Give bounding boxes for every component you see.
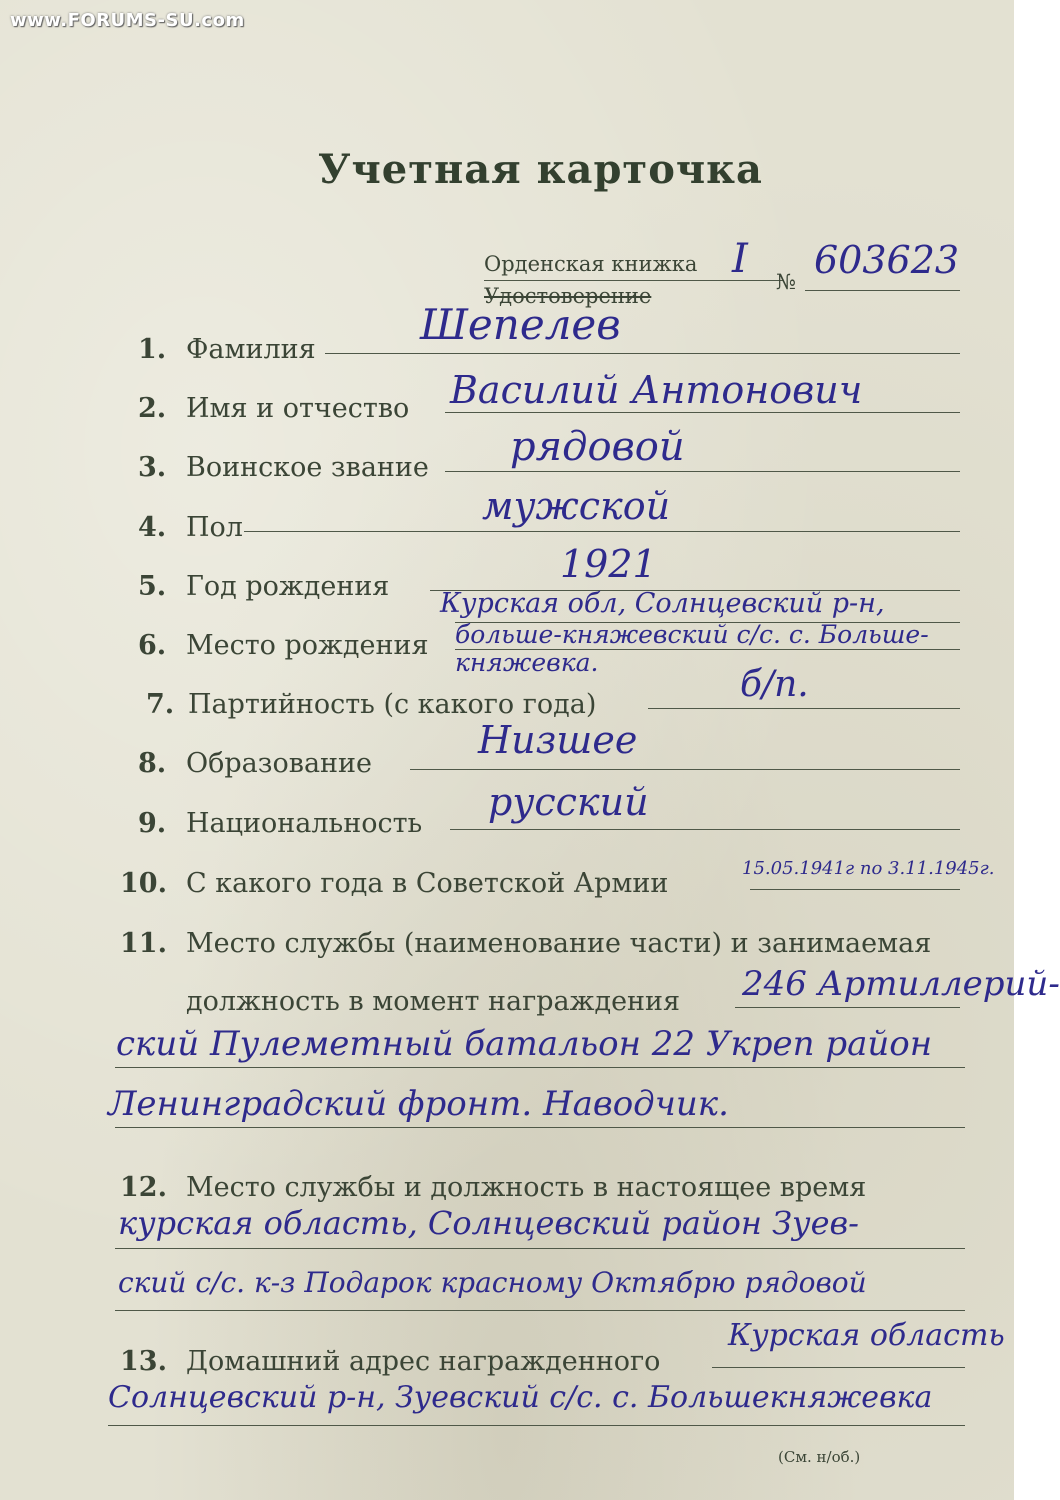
field-12-number: 12.: [120, 1172, 167, 1203]
field-8-label: Образование: [186, 748, 373, 779]
field-7-line: [648, 708, 960, 709]
field-2-label: Имя и отчество: [186, 393, 410, 424]
field-3-line: [445, 471, 960, 472]
field-6-number: 6.: [138, 630, 167, 661]
field-2-value: Василий Антонович: [450, 368, 863, 412]
order-book-number: 603623: [814, 238, 960, 282]
field-5-value: 1921: [560, 542, 657, 586]
card-title: Учетная карточка: [318, 146, 763, 193]
field-9-number: 9.: [138, 808, 167, 839]
field-11-value-line-3: Ленинградский фронт. Наводчик.: [108, 1084, 729, 1124]
field-13-label: Домашний адрес награжденного: [186, 1346, 661, 1377]
field-2-number: 2.: [138, 393, 167, 424]
number-sign: №: [776, 270, 796, 294]
field-11-label-line-2: должность в момент награждения: [186, 986, 681, 1017]
field-4-label: Пол: [186, 512, 243, 543]
watermark: www.FORUMS-SU.com: [10, 10, 245, 31]
field-6-value-line-2: больше-княжевский с/с. с. Больше-: [455, 620, 929, 649]
field-13-value-line-2: Солнцевский р-н, Зуевский с/с. с. Большекняжевка: [108, 1380, 933, 1415]
field-4-value: мужской: [482, 484, 671, 528]
field-11-line-1: [735, 1007, 960, 1008]
field-5-number: 5.: [138, 571, 167, 602]
field-3-number: 3.: [138, 452, 167, 483]
field-6-label: Место рождения: [186, 630, 429, 661]
field-9-value: русский: [488, 780, 649, 824]
field-12-line-1: [115, 1248, 965, 1249]
field-11-number: 11.: [120, 928, 167, 959]
field-9-line: [450, 829, 960, 830]
field-10-line: [750, 889, 960, 890]
field-12-value-line-2: ский с/с. к-з Подарок красному Октябрю рядовой: [118, 1266, 867, 1299]
field-9-label: Национальность: [186, 808, 423, 839]
field-10-label: С какого года в Советской Армии: [186, 868, 669, 899]
field-7-label: Партийность (с какого года): [188, 689, 597, 720]
field-13-number: 13.: [120, 1346, 167, 1377]
field-4-line: [244, 531, 960, 532]
field-4-number: 4.: [138, 512, 167, 543]
field-6-value-line-3: княжевка.: [455, 648, 599, 677]
field-3-label: Воинское звание: [186, 452, 429, 483]
order-book-series: I: [732, 236, 748, 282]
field-12-value-line-1: курская область, Солнцевский район Зуев-: [118, 1204, 859, 1242]
field-11-line-2: [115, 1067, 965, 1068]
footer-note: (См. н/об.): [778, 1448, 861, 1466]
field-6-value-line-1: Курская обл, Солнцевский р-н,: [440, 588, 885, 619]
field-11-line-3: [115, 1127, 965, 1128]
field-5-label: Год рождения: [186, 571, 390, 602]
field-13-value-line-1: Курская область: [728, 1318, 1005, 1353]
field-1-line: [325, 353, 960, 354]
number-underline: [805, 290, 960, 291]
field-10-number: 10.: [120, 868, 167, 899]
order-book-label: Орденская книжка: [484, 252, 698, 276]
field-8-number: 8.: [138, 748, 167, 779]
field-11-label-line-1: Место службы (наименование части) и занимаемая: [186, 928, 932, 959]
field-13-line-1: [712, 1367, 965, 1368]
field-1-label: Фамилия: [186, 334, 316, 365]
field-2-line: [445, 412, 960, 413]
field-8-value: Низшее: [478, 718, 638, 762]
field-13-line-2: [108, 1425, 965, 1426]
field-11-value-line-2: ский Пулеметный батальон 22 Укреп район: [116, 1024, 933, 1064]
certificate-crossed-label: Удостоверение: [484, 284, 652, 308]
field-10-value: 15.05.1941г по 3.11.1945г.: [742, 858, 995, 879]
field-3-value: рядовой: [510, 424, 685, 470]
field-8-line: [410, 769, 960, 770]
field-7-number: 7.: [146, 689, 175, 720]
field-12-line-2: [115, 1310, 965, 1311]
field-7-value: б/п.: [740, 664, 809, 705]
field-1-number: 1.: [138, 334, 167, 365]
field-12-label: Место службы и должность в настоящее время: [186, 1172, 867, 1203]
field-11-value-line-1: 246 Артиллерий-: [742, 964, 1060, 1004]
field-1-value: Шепелев: [420, 300, 621, 349]
